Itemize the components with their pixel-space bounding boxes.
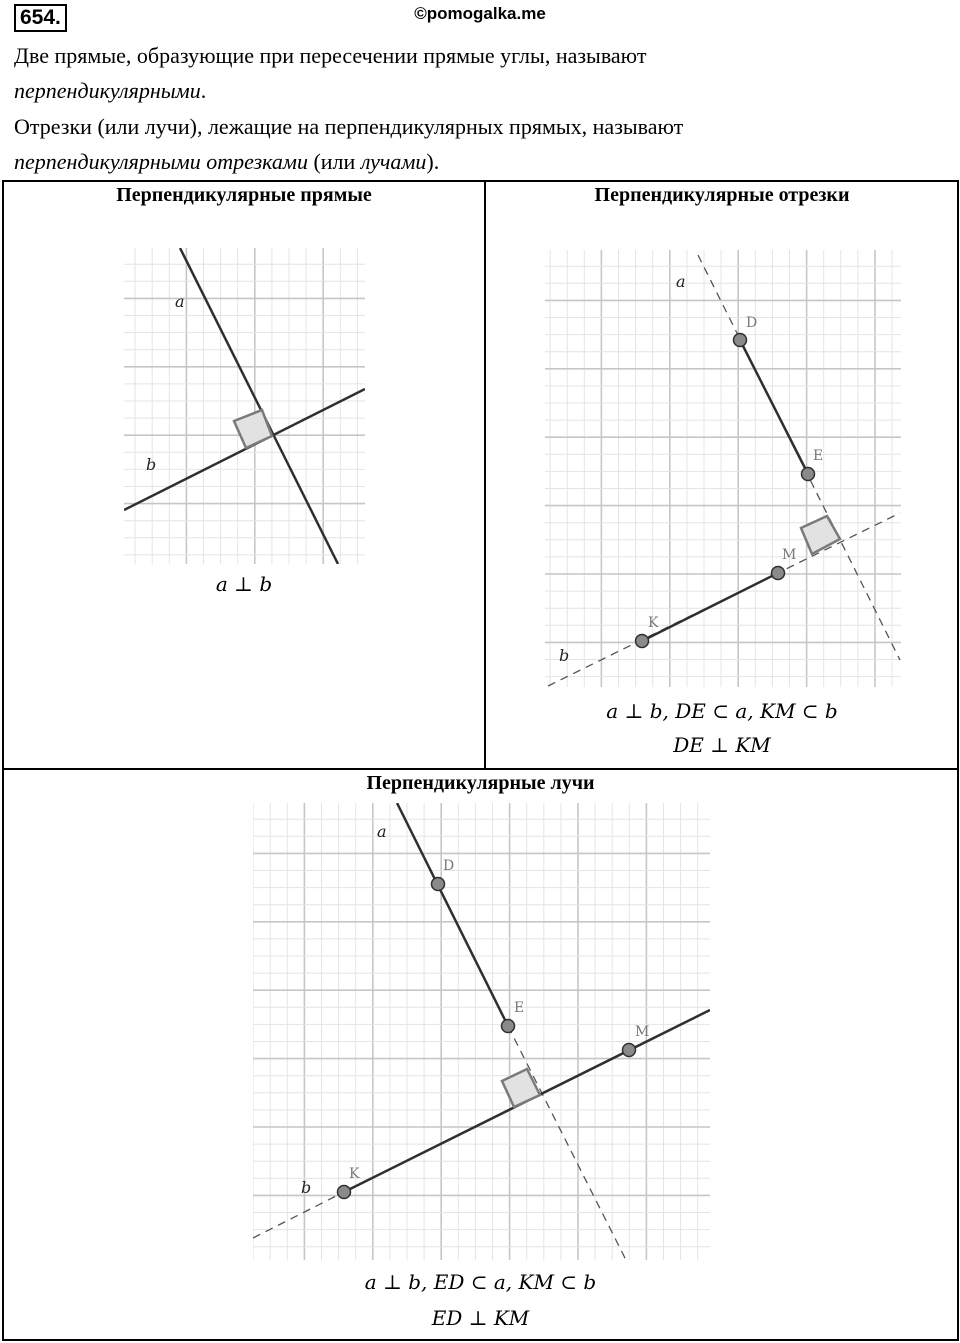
problem-number: 654.: [14, 4, 67, 32]
formula-segments-1: a ⊥ b, DE ⊂ a, KM ⊂ b: [606, 699, 838, 723]
formula-rays-2: ED ⊥ KM: [431, 1306, 530, 1330]
formula-segments-2: DE ⊥ KM: [673, 733, 771, 757]
grid-1: [118, 230, 378, 570]
label-a-3: a: [377, 822, 387, 841]
label-b-1: b: [146, 455, 157, 474]
label-d-3: D: [443, 858, 455, 874]
right-angle-marker-3: [502, 1069, 540, 1107]
segment-km: [642, 573, 778, 641]
cell-title-rays: Перпендикулярные лучи: [366, 772, 595, 794]
intro-line-4: перпендикулярными отрезками (или лучами).: [14, 149, 440, 174]
cell-title-segments: Перпендикулярные отрезки: [594, 184, 850, 206]
term-perpendicular: перпендикулярными: [14, 78, 201, 103]
label-d-2: D: [746, 315, 758, 331]
point-e-2: [802, 468, 815, 481]
label-m-3: M: [635, 1024, 650, 1040]
label-k-3: K: [349, 1166, 360, 1182]
label-a-1: a: [175, 292, 185, 311]
label-b-2: b: [559, 646, 570, 665]
label-a-2: a: [676, 272, 686, 291]
point-e-3: [502, 1020, 515, 1033]
point-k-2: [636, 635, 649, 648]
term-perpendicular-segments: перпендикулярными отрезками: [14, 149, 308, 174]
intro-line-1: Две прямые, образующие при пересечении прямые углы, называют: [14, 43, 647, 68]
point-d-2: [734, 334, 747, 347]
term-rays: лучами: [360, 149, 427, 174]
point-m-3: [623, 1044, 636, 1057]
label-m-2: M: [782, 547, 797, 563]
intro-line-3: Отрезки (или лучи), лежащие на перпендикулярных прямых, называют: [14, 114, 684, 139]
site-watermark: ©pomogalka.me: [414, 4, 546, 23]
point-k-3: [338, 1186, 351, 1199]
point-d-3: [432, 878, 445, 891]
label-b-3: b: [301, 1178, 312, 1197]
cell-title-lines: Перпендикулярные прямые: [116, 184, 372, 206]
formula-lines: a ⊥ b: [215, 572, 273, 596]
label-k-2: K: [648, 615, 659, 631]
diagram-perpendicular-lines: [118, 230, 378, 570]
diagram-perpendicular-segments: [533, 232, 913, 692]
intro-line-2: перпендикулярными.: [14, 78, 207, 103]
right-angle-marker-1: [234, 410, 272, 448]
grid-2: [533, 232, 913, 692]
line-b-dashed-3: [253, 1192, 344, 1238]
label-e-2: E: [813, 448, 824, 464]
formula-rays-1: a ⊥ b, ED ⊂ a, KM ⊂ b: [364, 1270, 597, 1294]
line-b: [124, 389, 365, 510]
point-m-2: [772, 567, 785, 580]
label-e-3: E: [514, 1000, 525, 1016]
